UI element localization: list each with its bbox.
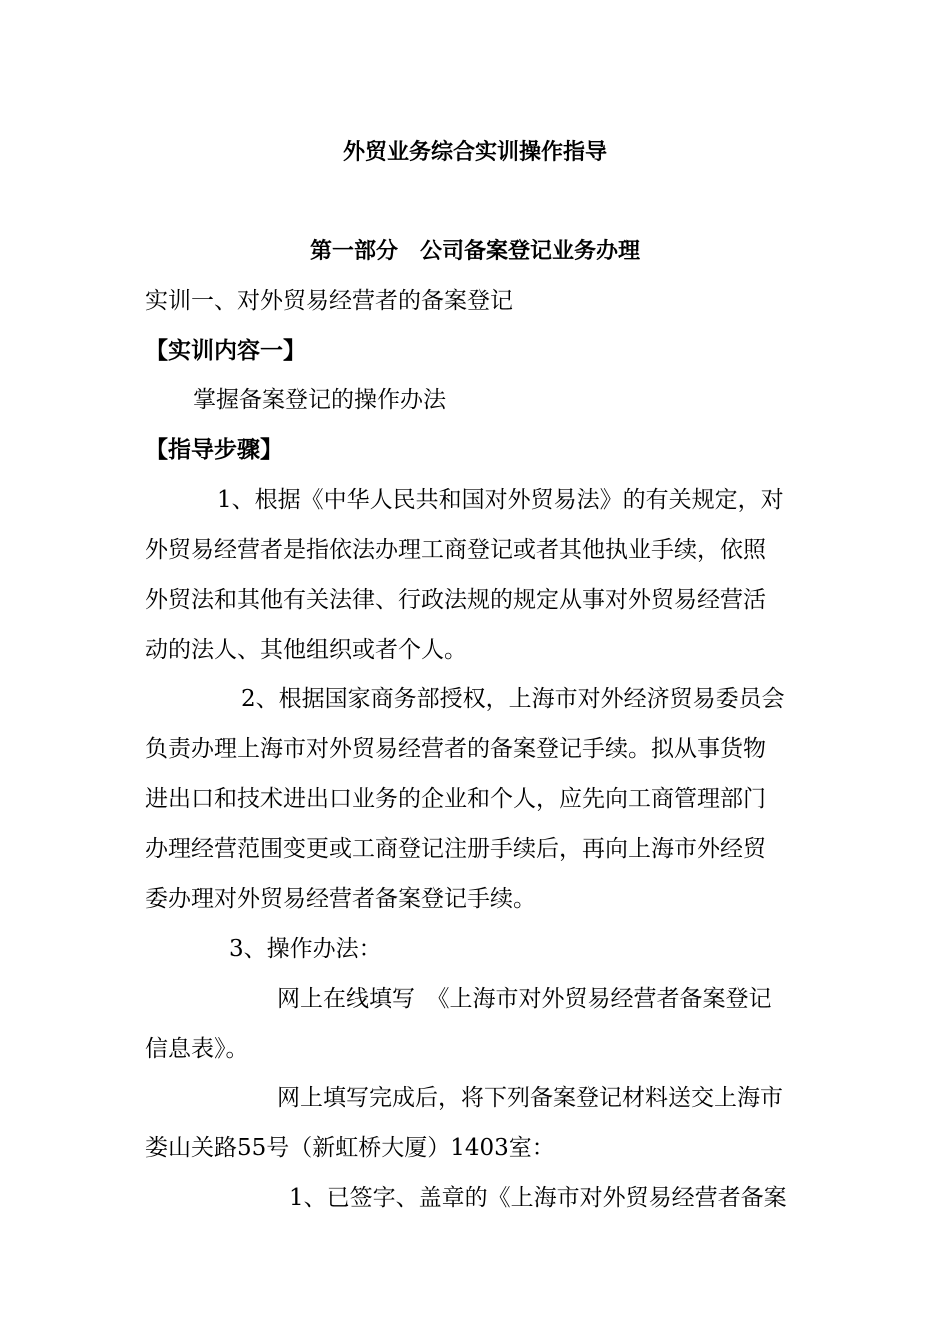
steps-label: 【指导步骤】	[145, 436, 283, 463]
content-label: 【实训内容一】	[145, 337, 306, 364]
step2-line-5: 委办理对外贸易经营者备案登记手续。	[145, 886, 536, 912]
submit-line-2: 娄山关路55号（新虹桥大厦）1403室：	[145, 1135, 555, 1161]
online-line-2: 信息表》。	[145, 1036, 249, 1062]
submit-line-1: 网上填写完成后，将下列备案登记材料送交上海市	[277, 1085, 783, 1111]
step2-line-1: 2、根据国家商务部授权，上海市对外经济贸易委员会	[241, 686, 785, 712]
online-line-1: 网上在线填写 《上海市对外贸易经营者备案登记	[277, 986, 772, 1012]
step2-line-2: 负责办理上海市对外贸易经营者的备案登记手续。拟从事货物	[145, 736, 766, 762]
material-line-1: 1、已签字、盖章的《上海市对外贸易经营者备案	[289, 1185, 787, 1211]
section-heading: 实训一、对外贸易经营者的备案登记	[145, 288, 513, 314]
document-title: 外贸业务综合实训操作指导	[342, 139, 607, 165]
step2-line-4: 办理经营范围变更或工商登记注册手续后，再向上海市外经贸	[145, 836, 766, 862]
step1-line-2: 外贸易经营者是指依法办理工商登记或者其他执业手续，依照	[145, 537, 766, 563]
step1-line-4: 动的法人、其他组织或者个人。	[145, 637, 467, 663]
step1-line-1: 1、根据《中华人民共和国对外贸易法》的有关规定，对	[217, 487, 784, 513]
step3-label: 3、操作办法：	[229, 936, 382, 962]
content-text: 掌握备案登记的操作办法	[193, 387, 446, 413]
step1-line-3: 外贸法和其他有关法律、行政法规的规定从事对外贸易经营活	[145, 587, 766, 613]
step2-line-3: 进出口和技术进出口业务的企业和个人，应先向工商管理部门	[145, 786, 766, 812]
part-heading: 第一部分 公司备案登记业务办理	[309, 238, 640, 264]
